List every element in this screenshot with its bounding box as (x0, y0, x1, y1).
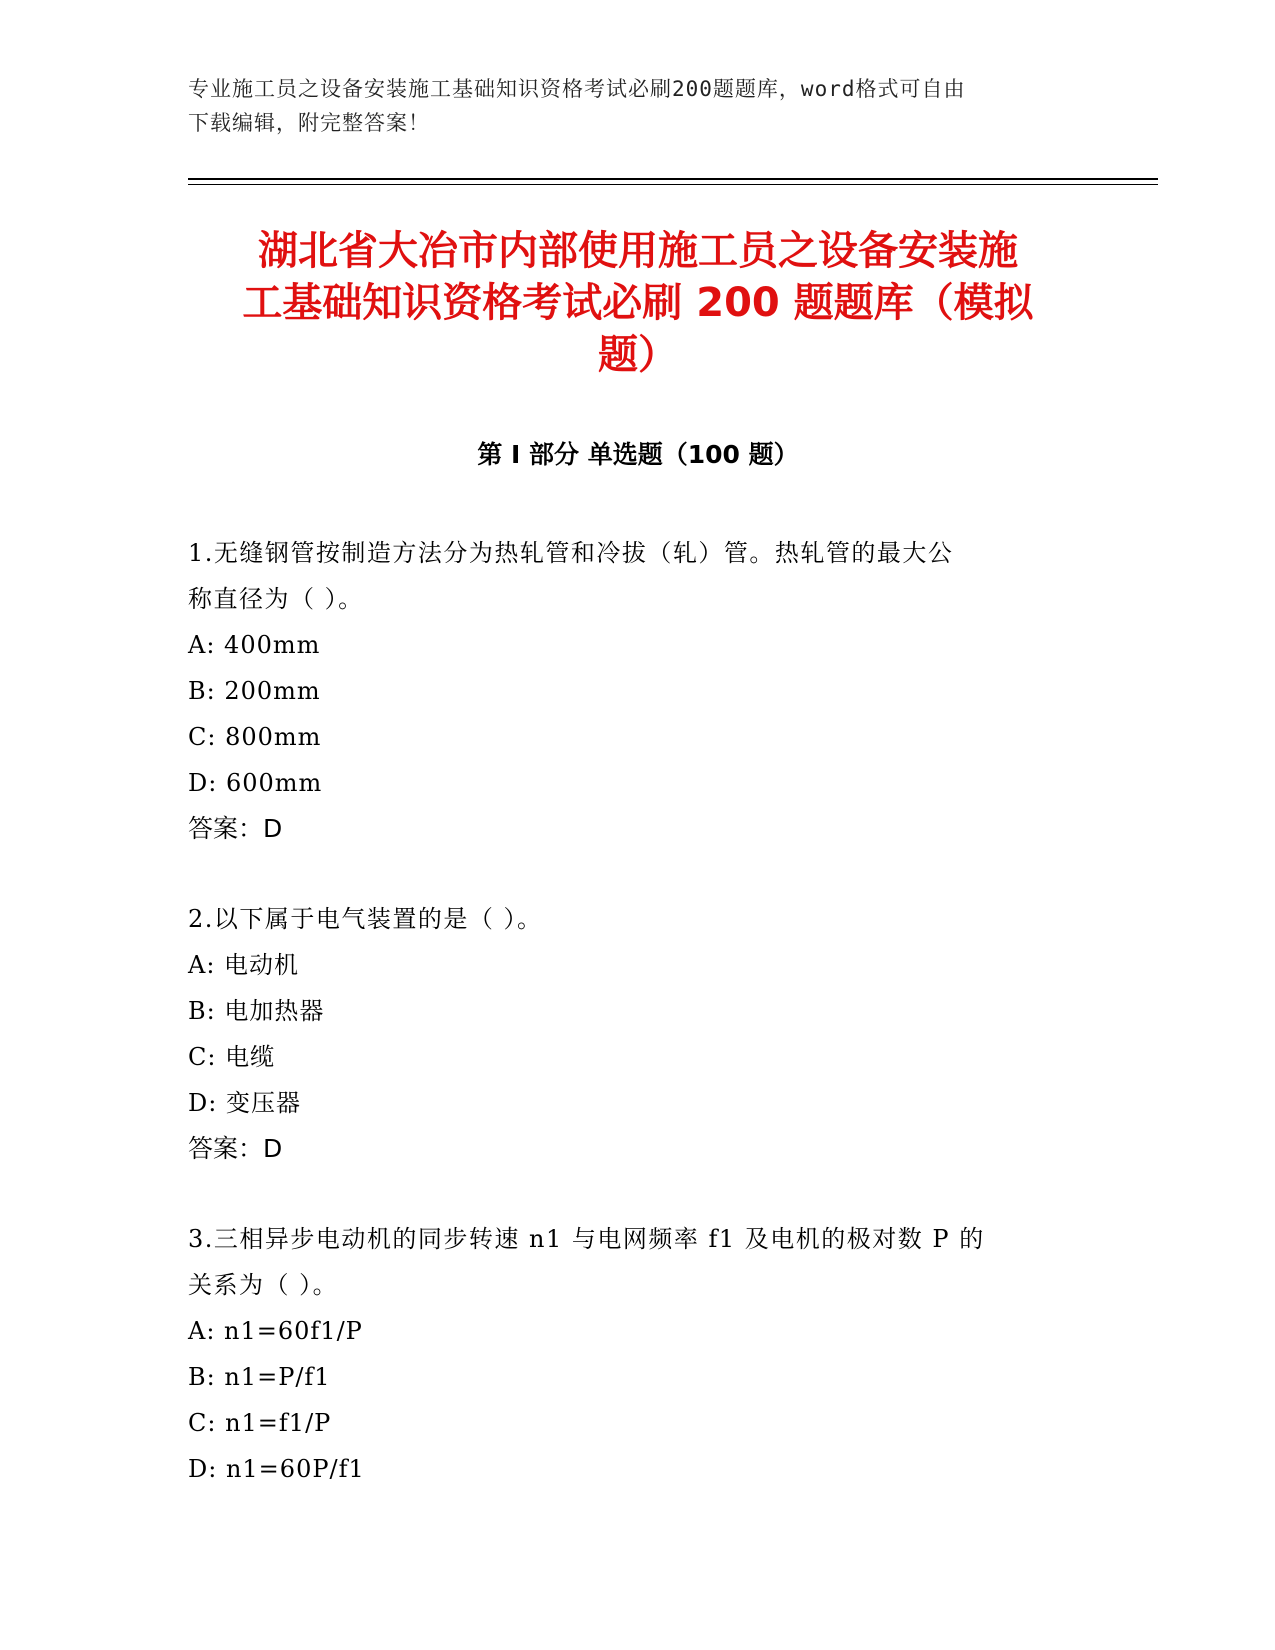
question-stem-continued: 称直径为（ ）。 (188, 585, 364, 613)
header-note (188, 72, 1088, 140)
header-divider-thin (188, 184, 1158, 185)
option-a: A: 400mm (188, 631, 321, 659)
option-c: C: 800mm (188, 723, 322, 751)
section-title: 第 I 部分 单选题（100 题） (477, 440, 799, 469)
option-a: A: n1=60f1/P (188, 1317, 363, 1345)
question-stem-continued: 关系为（ ）。 (188, 1271, 339, 1299)
option-d: D: n1=60P/f1 (188, 1455, 365, 1483)
document-title-line2: 工基础知识资格考试必刷 200 题题库（模拟 (242, 280, 1034, 326)
header-divider-thick (188, 178, 1158, 180)
answer: 答案：D (188, 1134, 283, 1163)
option-a: A: 电动机 (188, 951, 300, 979)
option-c: C: n1=f1/P (188, 1409, 332, 1437)
question-1 (188, 530, 1068, 852)
question-3 (188, 1216, 1068, 1492)
answer: 答案：D (188, 814, 283, 843)
option-b: B: n1=P/f1 (188, 1363, 331, 1391)
question-list (188, 530, 1068, 1536)
document-title-line3: 题） (598, 332, 678, 378)
option-d: D: 600mm (188, 769, 323, 797)
document-title-line1: 湖北省大冶市内部使用施工员之设备安装施 (258, 228, 1018, 274)
option-b: B: 电加热器 (188, 997, 325, 1025)
question-stem: 2.以下属于电气装置的是（ ）。 (188, 905, 543, 933)
option-b: B: 200mm (188, 677, 321, 705)
question-stem: 3.三相异步电动机的同步转速 n1 与电网频率 f1 及电机的极对数 P 的 (188, 1225, 985, 1253)
question-stem: 1.无缝钢管按制造方法分为热轧管和冷拔（轧）管。热轧管的最大公 (188, 539, 954, 567)
header-note-line2: 下载编辑，附完整答案！ (188, 111, 430, 135)
question-2 (188, 896, 1068, 1172)
header-note-line1: 专业施工员之设备安装施工基础知识资格考试必刷200题题库，word格式可自由 (188, 77, 966, 101)
option-d: D: 变压器 (188, 1089, 301, 1117)
document-title (188, 225, 1088, 381)
option-c: C: 电缆 (188, 1043, 276, 1071)
